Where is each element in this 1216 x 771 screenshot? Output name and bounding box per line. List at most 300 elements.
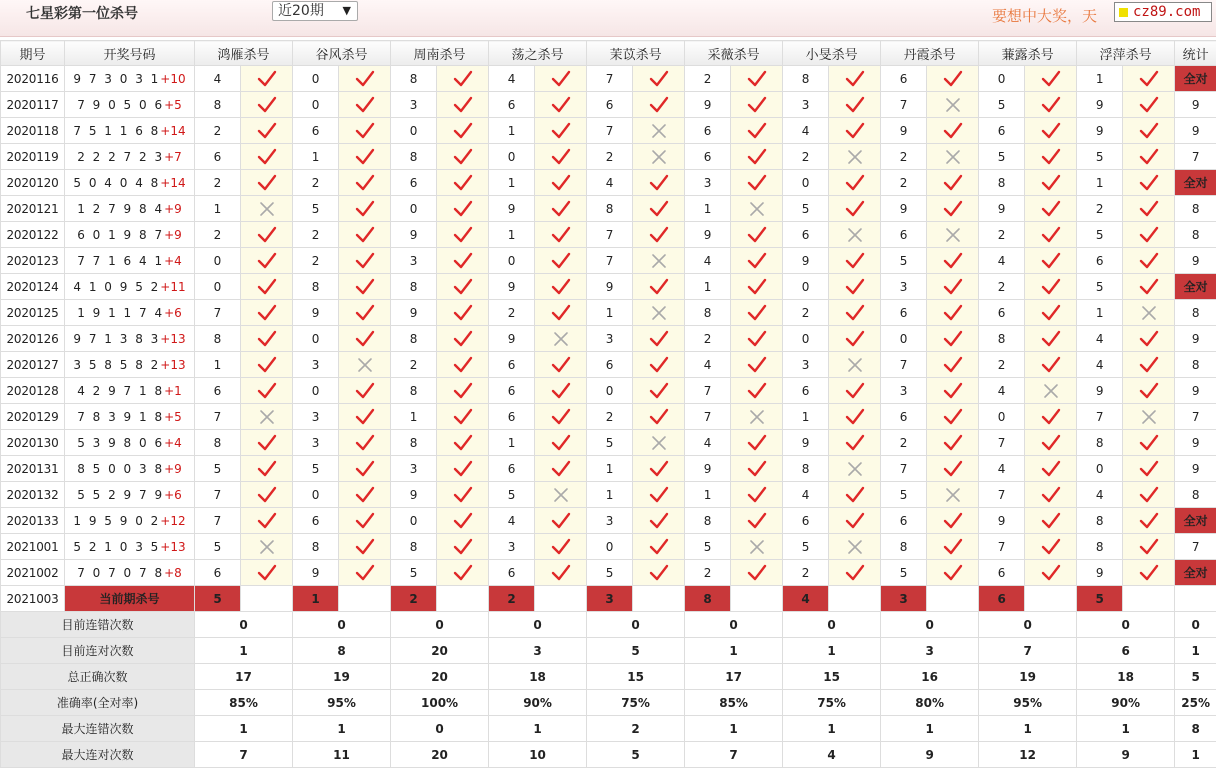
- kill-number-cell: 1: [1077, 66, 1123, 92]
- summary-value: 8: [293, 638, 391, 664]
- kill-number-cell: 4: [489, 508, 535, 534]
- kill-number-cell: 2: [293, 170, 339, 196]
- kill-number-cell: 7: [881, 456, 927, 482]
- result-mark-cell: [633, 326, 685, 352]
- kill-number-cell: 9: [391, 482, 437, 508]
- check-icon: [355, 70, 375, 88]
- kill-number-cell: 9: [489, 274, 535, 300]
- period-select[interactable]: [272, 1, 358, 21]
- kill-number-cell: 0: [391, 508, 437, 534]
- draw-digits: 7 0 7 0 7 8: [77, 565, 165, 580]
- summary-value: 5: [587, 638, 685, 664]
- result-mark-cell: [437, 482, 489, 508]
- kill-number-cell: 9: [1077, 378, 1123, 404]
- check-icon: [649, 96, 669, 114]
- draw-digits: 7 9 0 5 0 6: [77, 97, 165, 112]
- result-mark-cell: [1123, 352, 1175, 378]
- kill-number-cell: 0: [587, 534, 633, 560]
- kill-number-cell: 5: [1077, 274, 1123, 300]
- kill-number-cell: 5: [587, 560, 633, 586]
- table-row: [1, 222, 1216, 248]
- check-icon: [355, 304, 375, 322]
- draw-number-cell: [65, 352, 195, 378]
- table-row: [1, 300, 1216, 326]
- result-mark-cell: [535, 274, 587, 300]
- stat-cell: 全对: [1175, 66, 1216, 92]
- current-kill-number: 3: [587, 586, 633, 612]
- summary-value: 1: [293, 716, 391, 742]
- result-mark-cell: [1025, 222, 1077, 248]
- ad-banner-text[interactable]: 要想中大奖，天: [992, 7, 1098, 25]
- result-mark-cell: [731, 300, 783, 326]
- kill-number-cell: 3: [587, 326, 633, 352]
- result-mark-cell: [1025, 196, 1077, 222]
- kill-number-cell: 1: [195, 196, 241, 222]
- cross-icon: [357, 357, 373, 373]
- result-mark-cell: [241, 118, 293, 144]
- cross-icon: [651, 435, 667, 451]
- kill-number-cell: 6: [979, 560, 1025, 586]
- kill-number-cell: 5: [293, 196, 339, 222]
- kill-number-cell: 4: [685, 352, 731, 378]
- result-mark-cell: [927, 378, 979, 404]
- kill-number-cell: 6: [881, 508, 927, 534]
- kill-number-cell: 0: [979, 66, 1025, 92]
- result-mark-cell: [1025, 534, 1077, 560]
- table-row: [1, 170, 1216, 196]
- cross-icon: [749, 201, 765, 217]
- result-mark-cell: [633, 404, 685, 430]
- draw-number-cell: [65, 274, 195, 300]
- kill-number-cell: 2: [195, 118, 241, 144]
- result-mark-cell: [437, 92, 489, 118]
- kill-number-cell: 7: [979, 430, 1025, 456]
- summary-value: 1: [783, 638, 881, 664]
- kill-number-cell: 9: [979, 508, 1025, 534]
- result-mark-cell: [437, 66, 489, 92]
- kill-number-cell: 0: [783, 326, 829, 352]
- result-mark-cell: [1123, 378, 1175, 404]
- cross-icon: [945, 149, 961, 165]
- table-row: [1, 482, 1216, 508]
- table-header-row: [1, 41, 1216, 66]
- period-cell: 2020123: [1, 248, 65, 274]
- summary-value: 80%: [881, 690, 979, 716]
- summary-value: 0: [391, 612, 489, 638]
- result-mark-cell: [829, 482, 881, 508]
- result-mark-cell: [633, 144, 685, 170]
- result-mark-cell: [731, 508, 783, 534]
- stat-cell: 全对: [1175, 274, 1216, 300]
- result-mark-cell: [339, 144, 391, 170]
- kill-number-cell: 4: [489, 66, 535, 92]
- check-icon: [257, 564, 277, 582]
- kill-number-cell: 5: [587, 430, 633, 456]
- check-icon: [453, 460, 473, 478]
- check-icon: [943, 408, 963, 426]
- check-icon: [355, 564, 375, 582]
- cross-icon: [259, 201, 275, 217]
- summary-label: 总正确次数: [1, 664, 195, 690]
- summary-value: 0: [1077, 612, 1175, 638]
- result-mark-cell: [339, 274, 391, 300]
- check-icon: [649, 512, 669, 530]
- result-mark-cell: [1123, 274, 1175, 300]
- draw-digits: 7 8 3 9 1 8: [77, 409, 165, 424]
- check-icon: [257, 434, 277, 452]
- draw-digits: 4 1 0 9 5 2: [73, 279, 161, 294]
- summary-value: 95%: [979, 690, 1077, 716]
- kill-number-cell: 5: [783, 534, 829, 560]
- stat-cell: 8: [1175, 352, 1216, 378]
- kill-number-cell: 0: [293, 92, 339, 118]
- result-mark-cell: [829, 560, 881, 586]
- result-mark-cell: [535, 144, 587, 170]
- result-mark-cell: [633, 508, 685, 534]
- check-icon: [747, 564, 767, 582]
- result-mark-cell: [927, 274, 979, 300]
- kill-number-cell: 8: [1077, 508, 1123, 534]
- kill-number-cell: 9: [587, 274, 633, 300]
- result-mark-cell: [339, 534, 391, 560]
- kill-number-cell: 6: [195, 144, 241, 170]
- kill-number-cell: 2: [979, 274, 1025, 300]
- kill-number-cell: 1: [685, 274, 731, 300]
- period-cell: 2020119: [1, 144, 65, 170]
- result-mark-cell: [535, 430, 587, 456]
- kill-number-cell: 0: [195, 248, 241, 274]
- kill-number-cell: 9: [489, 326, 535, 352]
- result-mark-cell: [829, 196, 881, 222]
- check-icon: [845, 96, 865, 114]
- page-title: 七星彩第一位杀号: [26, 6, 138, 22]
- stat-cell: 全对: [1175, 560, 1216, 586]
- column-header: 采薇杀号: [685, 41, 783, 66]
- check-icon: [845, 252, 865, 270]
- result-mark-cell: [535, 326, 587, 352]
- draw-number-cell: [65, 300, 195, 326]
- result-mark-cell: [633, 92, 685, 118]
- kill-number-cell: 2: [783, 300, 829, 326]
- check-icon: [355, 278, 375, 296]
- summary-value: 1: [489, 716, 587, 742]
- result-mark-cell: [535, 222, 587, 248]
- draw-plus: +11: [160, 279, 186, 294]
- result-mark-cell: [437, 456, 489, 482]
- summary-value: 1: [685, 638, 783, 664]
- kill-number-cell: 8: [391, 144, 437, 170]
- result-mark-cell: [731, 92, 783, 118]
- kill-number-cell: 2: [195, 170, 241, 196]
- empty-cell: [1175, 586, 1216, 612]
- summary-value: 20: [391, 664, 489, 690]
- stat-cell: 8: [1175, 222, 1216, 248]
- site-logo[interactable]: [1114, 2, 1212, 22]
- draw-number-cell: [65, 118, 195, 144]
- current-kill-number: 3: [881, 586, 927, 612]
- result-mark-cell: [535, 378, 587, 404]
- result-mark-cell: [927, 534, 979, 560]
- empty-cell: [339, 586, 391, 612]
- check-icon: [649, 226, 669, 244]
- result-mark-cell: [1123, 456, 1175, 482]
- summary-value: 0: [489, 612, 587, 638]
- result-mark-cell: [829, 534, 881, 560]
- kill-number-cell: 7: [1077, 404, 1123, 430]
- result-mark-cell: [927, 482, 979, 508]
- kill-number-cell: 5: [685, 534, 731, 560]
- draw-digits: 7 5 1 1 6 8: [73, 123, 161, 138]
- result-mark-cell: [633, 352, 685, 378]
- kill-number-cell: 2: [293, 222, 339, 248]
- table-row: [1, 326, 1216, 352]
- draw-number-cell: [65, 560, 195, 586]
- result-mark-cell: [241, 66, 293, 92]
- check-icon: [1041, 148, 1061, 166]
- result-mark-cell: [339, 404, 391, 430]
- kill-number-cell: 5: [391, 560, 437, 586]
- draw-plus: +13: [160, 331, 186, 346]
- summary-value: 85%: [685, 690, 783, 716]
- period-cell: 2020117: [1, 92, 65, 118]
- result-mark-cell: [241, 534, 293, 560]
- kill-number-cell: 0: [979, 404, 1025, 430]
- check-icon: [1041, 330, 1061, 348]
- check-icon: [747, 382, 767, 400]
- cross-icon: [259, 539, 275, 555]
- kill-number-cell: 0: [391, 118, 437, 144]
- kill-number-cell: 3: [587, 508, 633, 534]
- period-cell: 2020126: [1, 326, 65, 352]
- summary-value: 1: [685, 716, 783, 742]
- kill-number-cell: 2: [783, 560, 829, 586]
- result-mark-cell: [731, 534, 783, 560]
- result-mark-cell: [633, 482, 685, 508]
- check-icon: [845, 122, 865, 140]
- result-mark-cell: [829, 300, 881, 326]
- check-icon: [1139, 122, 1159, 140]
- check-icon: [257, 304, 277, 322]
- check-icon: [1041, 408, 1061, 426]
- summary-row: [1, 716, 1216, 742]
- empty-cell: [927, 586, 979, 612]
- check-icon: [453, 486, 473, 504]
- cross-icon: [749, 409, 765, 425]
- check-icon: [747, 512, 767, 530]
- result-mark-cell: [731, 118, 783, 144]
- kill-number-cell: 8: [1077, 534, 1123, 560]
- result-mark-cell: [339, 300, 391, 326]
- summary-row: [1, 690, 1216, 716]
- check-icon: [943, 330, 963, 348]
- kill-number-cell: 0: [783, 274, 829, 300]
- result-mark-cell: [633, 248, 685, 274]
- period-cell: 2020133: [1, 508, 65, 534]
- kill-number-cell: 6: [587, 352, 633, 378]
- result-mark-cell: [339, 508, 391, 534]
- result-mark-cell: [1123, 66, 1175, 92]
- check-icon: [355, 330, 375, 348]
- check-icon: [257, 512, 277, 530]
- empty-cell: [1123, 586, 1175, 612]
- summary-value: 10: [489, 742, 587, 768]
- summary-value: 1: [979, 716, 1077, 742]
- kill-number-cell: 0: [293, 66, 339, 92]
- check-icon: [257, 96, 277, 114]
- result-mark-cell: [927, 560, 979, 586]
- check-icon: [1041, 512, 1061, 530]
- summary-value: 15: [587, 664, 685, 690]
- summary-value: 7: [195, 742, 293, 768]
- result-mark-cell: [437, 352, 489, 378]
- kill-number-cell: 6: [391, 170, 437, 196]
- check-icon: [747, 174, 767, 192]
- table-row: [1, 534, 1216, 560]
- result-mark-cell: [927, 456, 979, 482]
- current-kill-number: 5: [195, 586, 241, 612]
- draw-plus: +12: [160, 513, 186, 528]
- result-mark-cell: [535, 560, 587, 586]
- kill-number-cell: 8: [195, 92, 241, 118]
- result-mark-cell: [1025, 66, 1077, 92]
- summary-value: 1: [195, 716, 293, 742]
- check-icon: [1139, 96, 1159, 114]
- result-mark-cell: [241, 144, 293, 170]
- result-mark-cell: [339, 430, 391, 456]
- result-mark-cell: [927, 352, 979, 378]
- summary-value: 9: [1077, 742, 1175, 768]
- check-icon: [551, 408, 571, 426]
- cross-icon: [749, 539, 765, 555]
- summary-value: 0: [293, 612, 391, 638]
- table-row: [1, 404, 1216, 430]
- result-mark-cell: [1123, 248, 1175, 274]
- kill-number-cell: 8: [195, 430, 241, 456]
- result-mark-cell: [1025, 144, 1077, 170]
- kill-number-cell: 6: [783, 508, 829, 534]
- kill-number-cell: 5: [293, 456, 339, 482]
- kill-number-cell: 1: [1077, 300, 1123, 326]
- kill-number-cell: 2: [391, 352, 437, 378]
- result-mark-cell: [339, 118, 391, 144]
- kill-number-cell: 7: [195, 300, 241, 326]
- kill-number-cell: 8: [979, 170, 1025, 196]
- result-mark-cell: [829, 352, 881, 378]
- kill-number-cell: 2: [881, 430, 927, 456]
- current-kill-number: 6: [979, 586, 1025, 612]
- check-icon: [257, 70, 277, 88]
- kill-number-cell: 2: [587, 144, 633, 170]
- result-mark-cell: [829, 248, 881, 274]
- summary-value: 0: [881, 612, 979, 638]
- period-cell: 2020127: [1, 352, 65, 378]
- result-mark-cell: [535, 534, 587, 560]
- summary-value: 90%: [489, 690, 587, 716]
- result-mark-cell: [1025, 560, 1077, 586]
- kill-number-cell: 1: [685, 482, 731, 508]
- summary-label: 最大连对次数: [1, 742, 195, 768]
- result-mark-cell: [339, 222, 391, 248]
- stat-cell: 9: [1175, 248, 1216, 274]
- draw-digits: 9 7 3 0 3 1: [73, 71, 161, 86]
- table-row: [1, 118, 1216, 144]
- draw-digits: 5 3 9 8 0 6: [77, 435, 165, 450]
- kill-number-cell: 0: [587, 378, 633, 404]
- result-mark-cell: [241, 274, 293, 300]
- result-mark-cell: [339, 248, 391, 274]
- period-cell: 2020120: [1, 170, 65, 196]
- check-icon: [453, 382, 473, 400]
- draw-number-cell: [65, 196, 195, 222]
- result-mark-cell: [633, 274, 685, 300]
- draw-number-cell: [65, 404, 195, 430]
- kill-number-cell: 1: [489, 430, 535, 456]
- result-mark-cell: [1025, 482, 1077, 508]
- cross-icon: [847, 461, 863, 477]
- kill-number-cell: 9: [489, 196, 535, 222]
- check-icon: [649, 278, 669, 296]
- draw-digits: 3 5 8 5 8 2: [73, 357, 161, 372]
- check-icon: [355, 538, 375, 556]
- summary-value: 75%: [587, 690, 685, 716]
- top-bar: [0, 0, 1216, 37]
- check-icon: [453, 96, 473, 114]
- kill-number-cell: 9: [685, 456, 731, 482]
- period-cell: 2020128: [1, 378, 65, 404]
- draw-plus: +8: [164, 565, 182, 580]
- summary-value: 5: [1175, 664, 1216, 690]
- period-cell: 2020122: [1, 222, 65, 248]
- result-mark-cell: [633, 300, 685, 326]
- draw-plus: +5: [164, 409, 182, 424]
- check-icon: [1041, 122, 1061, 140]
- check-icon: [1139, 252, 1159, 270]
- kill-number-cell: 7: [979, 534, 1025, 560]
- result-mark-cell: [1025, 352, 1077, 378]
- check-icon: [649, 538, 669, 556]
- result-mark-cell: [829, 274, 881, 300]
- result-mark-cell: [535, 118, 587, 144]
- check-icon: [845, 70, 865, 88]
- summary-value: 7: [685, 742, 783, 768]
- result-mark-cell: [829, 430, 881, 456]
- check-icon: [943, 434, 963, 452]
- draw-plus: +14: [160, 175, 186, 190]
- check-icon: [355, 226, 375, 244]
- result-mark-cell: [1025, 248, 1077, 274]
- result-mark-cell: [829, 326, 881, 352]
- check-icon: [355, 200, 375, 218]
- result-mark-cell: [731, 248, 783, 274]
- table-row: [1, 248, 1216, 274]
- check-icon: [1041, 252, 1061, 270]
- kill-number-cell: 6: [685, 144, 731, 170]
- kill-number-cell: 0: [195, 274, 241, 300]
- stat-cell: 全对: [1175, 508, 1216, 534]
- summary-value: 11: [293, 742, 391, 768]
- check-icon: [551, 304, 571, 322]
- kill-number-cell: 3: [783, 92, 829, 118]
- summary-value: 18: [489, 664, 587, 690]
- result-mark-cell: [633, 456, 685, 482]
- result-mark-cell: [339, 456, 391, 482]
- column-header: 鸿雁杀号: [195, 41, 293, 66]
- result-mark-cell: [535, 300, 587, 326]
- empty-cell: [241, 586, 293, 612]
- period-cell: 2020121: [1, 196, 65, 222]
- result-mark-cell: [1123, 534, 1175, 560]
- check-icon: [355, 96, 375, 114]
